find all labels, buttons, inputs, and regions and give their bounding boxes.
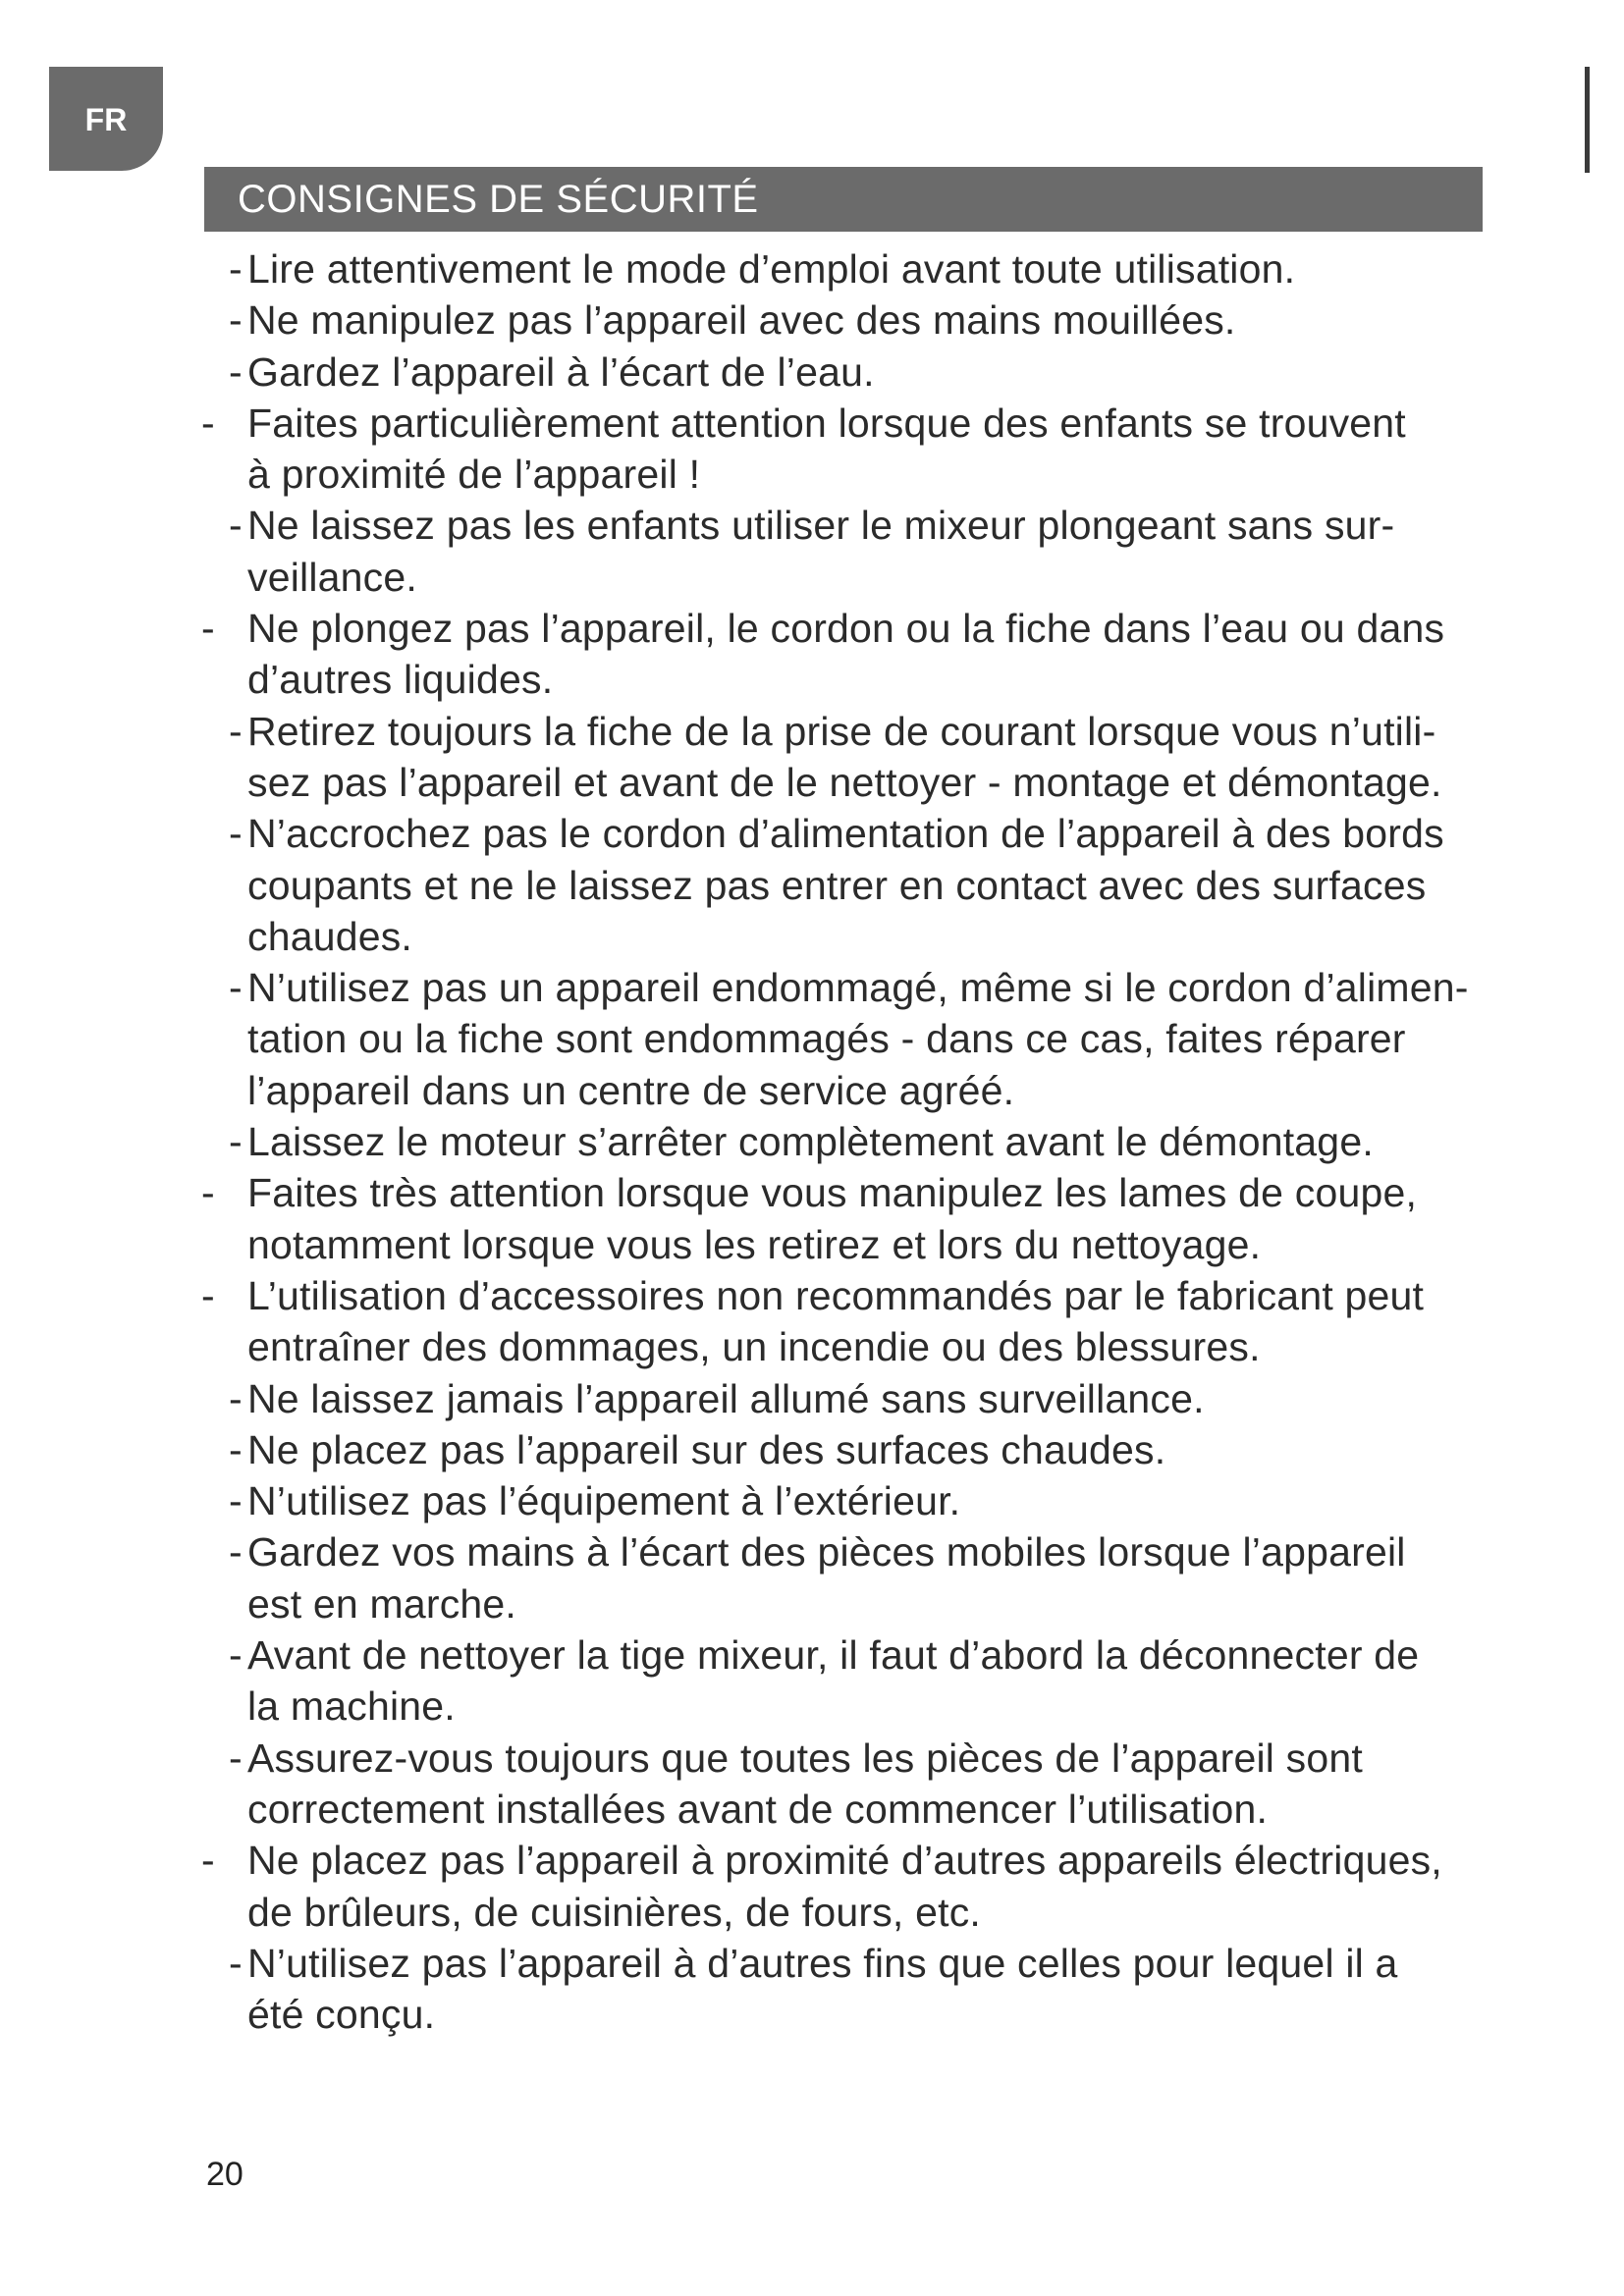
list-dash-marker: - [229, 1119, 243, 1165]
section-title-bar [204, 167, 1483, 232]
safety-item-line: veillance. [247, 554, 417, 600]
safety-item [0, 962, 1624, 1116]
list-dash-marker: - [229, 1940, 243, 1986]
safety-item-line: Laissez le moteur s’arrêter complètement avant le démontage. [247, 1119, 1374, 1165]
list-dash-marker: - [201, 606, 215, 652]
safety-instructions-list [0, 243, 1624, 2040]
list-dash-marker: - [201, 1272, 215, 1318]
list-dash-marker: - [229, 503, 243, 549]
list-dash-marker: - [229, 811, 243, 857]
safety-item-line: Ne laissez jamais l’appareil allumé sans surveillance. [247, 1375, 1205, 1421]
safety-item-line: notamment lorsque vous les retirez et lors du nettoyage. [247, 1221, 1262, 1267]
safety-item-line: est en marche. [247, 1580, 516, 1627]
language-tab [49, 67, 163, 171]
list-dash-marker: - [229, 246, 243, 292]
safety-item [0, 500, 1624, 603]
safety-item [0, 1373, 1624, 1424]
list-dash-marker: - [229, 348, 243, 395]
safety-item-line: N’utilisez pas l’équipement à l’extérieur. [247, 1478, 961, 1524]
safety-item-line: l’appareil dans un centre de service agréé. [247, 1067, 1015, 1113]
list-dash-marker: - [229, 965, 243, 1011]
safety-item-line: chaudes. [247, 913, 413, 959]
list-dash-marker: - [229, 1426, 243, 1472]
list-dash-marker: - [229, 1632, 243, 1679]
safety-item [0, 1116, 1624, 1167]
safety-item-line: Faites particulièrement attention lorsque des enfants se trouvent [247, 400, 1406, 446]
list-dash-marker: - [229, 297, 243, 344]
safety-item [0, 1835, 1624, 1938]
section-title: CONSIGNES DE SÉCURITÉ [238, 178, 759, 221]
safety-item [0, 808, 1624, 962]
safety-item [0, 294, 1624, 346]
list-dash-marker: - [229, 1478, 243, 1524]
list-dash-marker: - [201, 400, 215, 446]
safety-item-line: coupants et ne le laissez pas entrer en contact avec des surfaces [247, 862, 1427, 908]
safety-item [0, 1526, 1624, 1629]
list-dash-marker: - [201, 1170, 215, 1216]
safety-item-line: entraîner des dommages, un incendie ou des blessures. [247, 1324, 1261, 1370]
safety-item-line: à proximité de l’appareil ! [247, 452, 701, 498]
language-tab-label: FR [84, 101, 128, 137]
page-edge-marker [1585, 67, 1590, 173]
safety-item-line: N’utilisez pas l’appareil à d’autres fins que celles pour lequel il a [247, 1940, 1398, 1986]
list-dash-marker: - [229, 708, 243, 754]
safety-item-line: Ne manipulez pas l’appareil avec des mains mouillées. [247, 297, 1236, 344]
safety-item-line: Retirez toujours la fiche de la prise de courant lorsque vous n’utili- [247, 708, 1436, 754]
list-dash-marker: - [229, 1375, 243, 1421]
safety-item [0, 1733, 1624, 1836]
safety-item-line: Ne placez pas l’appareil à proximité d’autres appareils électriques, [247, 1838, 1442, 1884]
safety-item [0, 706, 1624, 809]
safety-item [0, 1424, 1624, 1475]
safety-item [0, 1938, 1624, 2041]
safety-item-line: L’utilisation d’accessoires non recommandés par le fabricant peut [247, 1272, 1425, 1318]
page-number: 20 [206, 2156, 244, 2193]
list-dash-marker: - [201, 1838, 215, 1884]
safety-item [0, 398, 1624, 501]
safety-item-line: Assurez-vous toujours que toutes les pièces de l’appareil sont [247, 1735, 1363, 1781]
safety-item-line: été conçu. [247, 1992, 436, 2038]
list-dash-marker: - [229, 1529, 243, 1575]
safety-item-line: Ne placez pas l’appareil sur des surfaces chaudes. [247, 1426, 1166, 1472]
safety-item-line: Avant de nettoyer la tige mixeur, il faut d’abord la déconnecter de [247, 1632, 1420, 1679]
safety-item-line: la machine. [247, 1683, 456, 1730]
safety-item [0, 1629, 1624, 1733]
safety-item-line: correctement installées avant de commencer l’utilisation. [247, 1786, 1269, 1832]
safety-item [0, 243, 1624, 294]
safety-item-line: N’accrochez pas le cordon d’alimentation de l’appareil à des bords [247, 811, 1444, 857]
safety-item [0, 1270, 1624, 1373]
safety-item-line: de brûleurs, de cuisinières, de fours, etc. [247, 1889, 981, 1935]
safety-item-line: Faites très attention lorsque vous manipulez les lames de coupe, [247, 1170, 1418, 1216]
safety-item [0, 603, 1624, 706]
safety-item [0, 347, 1624, 398]
safety-item-line: Ne laissez pas les enfants utiliser le mixeur plongeant sans sur- [247, 503, 1395, 549]
safety-item-line: sez pas l’appareil et avant de le nettoyer - montage et démontage. [247, 759, 1442, 805]
safety-item-line: Gardez vos mains à l’écart des pièces mobiles lorsque l’appareil [247, 1529, 1406, 1575]
safety-item [0, 1167, 1624, 1270]
safety-item-line: N’utilisez pas un appareil endommagé, même si le cordon d’alimen- [247, 965, 1469, 1011]
safety-item-line: tation ou la fiche sont endommagés - dans ce cas, faites réparer [247, 1016, 1406, 1062]
list-dash-marker: - [229, 1735, 243, 1781]
safety-item-line: Gardez l’appareil à l’écart de l’eau. [247, 348, 875, 395]
safety-item-line: Ne plongez pas l’appareil, le cordon ou la fiche dans l’eau ou dans [247, 606, 1445, 652]
safety-item-line: Lire attentivement le mode d’emploi avant toute utilisation. [247, 246, 1296, 292]
safety-item [0, 1475, 1624, 1526]
safety-item-line: d’autres liquides. [247, 657, 554, 703]
